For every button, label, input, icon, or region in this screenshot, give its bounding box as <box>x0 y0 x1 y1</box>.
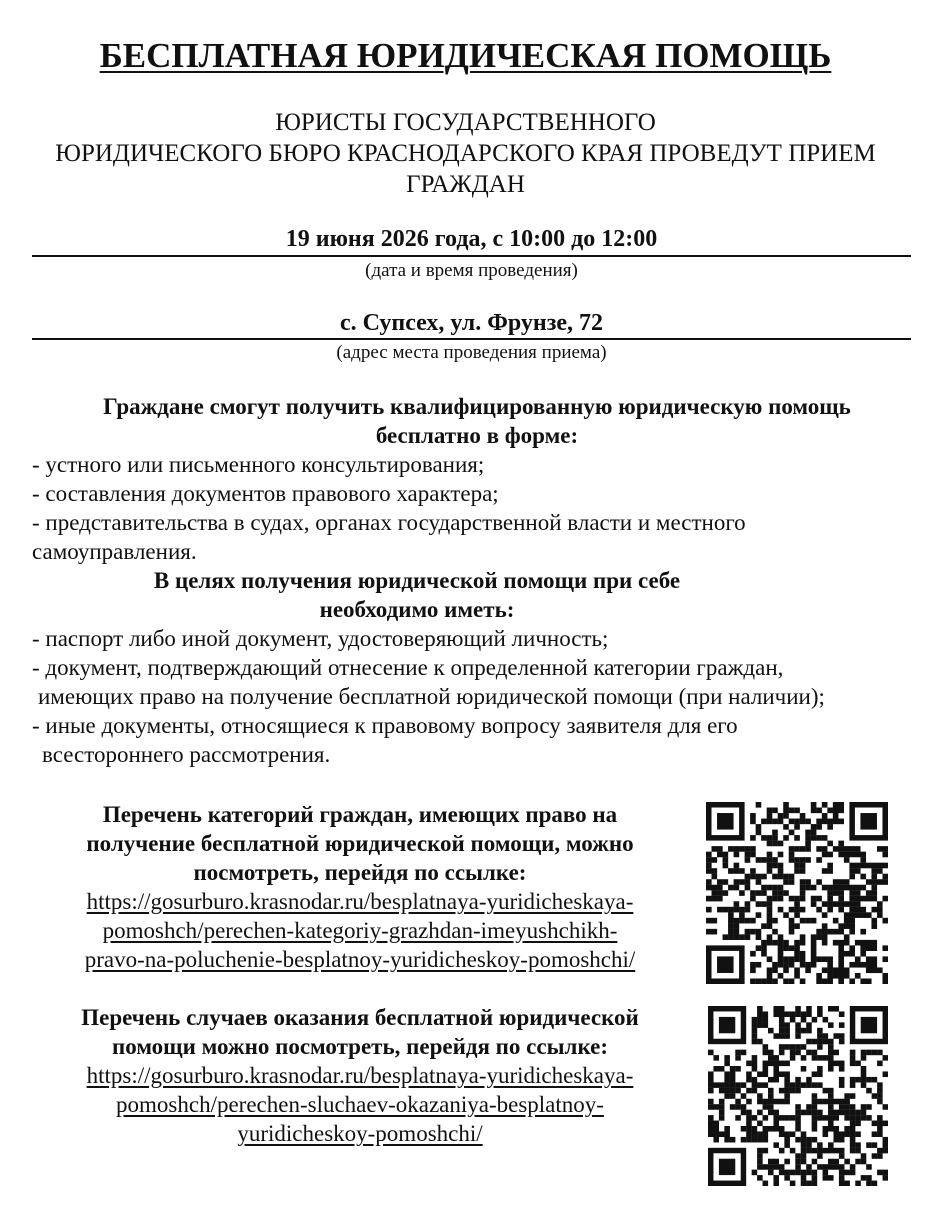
datetime-underline <box>32 255 911 257</box>
list-item: - представительства в судах, органах государственной власти и местного <box>32 510 746 535</box>
datetime-caption: (дата и время проведения) <box>365 260 578 281</box>
list-item: - документ, подтверждающий отнесение к определенной категории граждан, <box>32 655 784 680</box>
categories-link-block <box>40 800 680 974</box>
categories-heading-line: получение бесплатной юридической помощи, можно <box>86 831 634 856</box>
categories-link[interactable]: pomoshch/perechen-kategoriy-grazhdan-imeyushchikh- <box>102 918 618 943</box>
list-item: всестороннего рассмотрения. <box>42 742 331 767</box>
categories-heading-line: посмотреть, перейдя по ссылке: <box>193 860 527 885</box>
list-item: - иные документы, относящиеся к правовому вопросу заявителя для его <box>32 713 738 738</box>
qr-code-icon[interactable] <box>706 802 888 984</box>
qr-code-icon[interactable] <box>708 1006 888 1186</box>
list-item: - устного или письменного консультирования; <box>32 452 485 477</box>
list-item: самоуправления. <box>32 539 197 564</box>
cases-heading-line: помощи можно посмотреть, перейдя по ссылке: <box>112 1034 608 1059</box>
address-caption: (адрес места проведения приема) <box>336 342 607 363</box>
subtitle <box>0 107 931 200</box>
categories-link[interactable]: pravo-na-poluchenie-besplatnoy-yuridicheskoy-pomoshchi/ <box>84 947 636 972</box>
requirements-heading-line: В целях получения юридической помощи при себе <box>153 568 681 593</box>
event-address: с. Супсех, ул. Фрунзе, 72 <box>340 310 603 336</box>
list-item: имеющих право на получение бесплатной юридической помощи (при наличии); <box>38 684 825 709</box>
services-heading-line: Граждане смогут получить квалифицированную юридическую помощь <box>103 394 851 419</box>
cases-heading-line: Перечень случаев оказания бесплатной юридической <box>81 1005 639 1030</box>
cases-link-block <box>40 1003 680 1148</box>
cases-link[interactable]: pomoshch/perechen-sluchaev-okazaniya-besplatnoy- <box>116 1092 604 1117</box>
list-item: - паспорт либо иной документ, удостоверяющий личность; <box>32 626 609 651</box>
services-section <box>32 392 922 769</box>
address-underline <box>32 338 911 340</box>
services-heading-line: бесплатно в форме: <box>375 423 579 448</box>
page-title: БЕСПЛАТНАЯ ЮРИДИЧЕСКАЯ ПОМОЩЬ <box>99 36 832 75</box>
event-datetime: 19 июня 2026 года, с 10:00 до 12:00 <box>285 226 658 252</box>
categories-link[interactable]: https://gosurburo.krasnodar.ru/besplatnaya-yuridicheskaya- <box>86 889 634 914</box>
subtitle-line: ЮРИСТЫ ГОСУДАРСТВЕННОГО <box>275 109 656 136</box>
cases-link[interactable]: yuridicheskoy-pomoshchi/ <box>237 1121 483 1146</box>
cases-link[interactable]: https://gosurburo.krasnodar.ru/besplatnaya-yuridicheskaya- <box>86 1063 634 1088</box>
categories-heading-line: Перечень категорий граждан, имеющих право на <box>102 802 618 827</box>
subtitle-line: ГРАЖДАН <box>406 171 525 198</box>
subtitle-line: ЮРИДИЧЕСКОГО БЮРО КРАСНОДАРСКОГО КРАЯ ПРОВЕДУТ ПРИЕМ <box>55 140 876 167</box>
requirements-heading-line: необходимо иметь: <box>319 597 515 622</box>
list-item: - составления документов правового характера; <box>32 481 499 506</box>
